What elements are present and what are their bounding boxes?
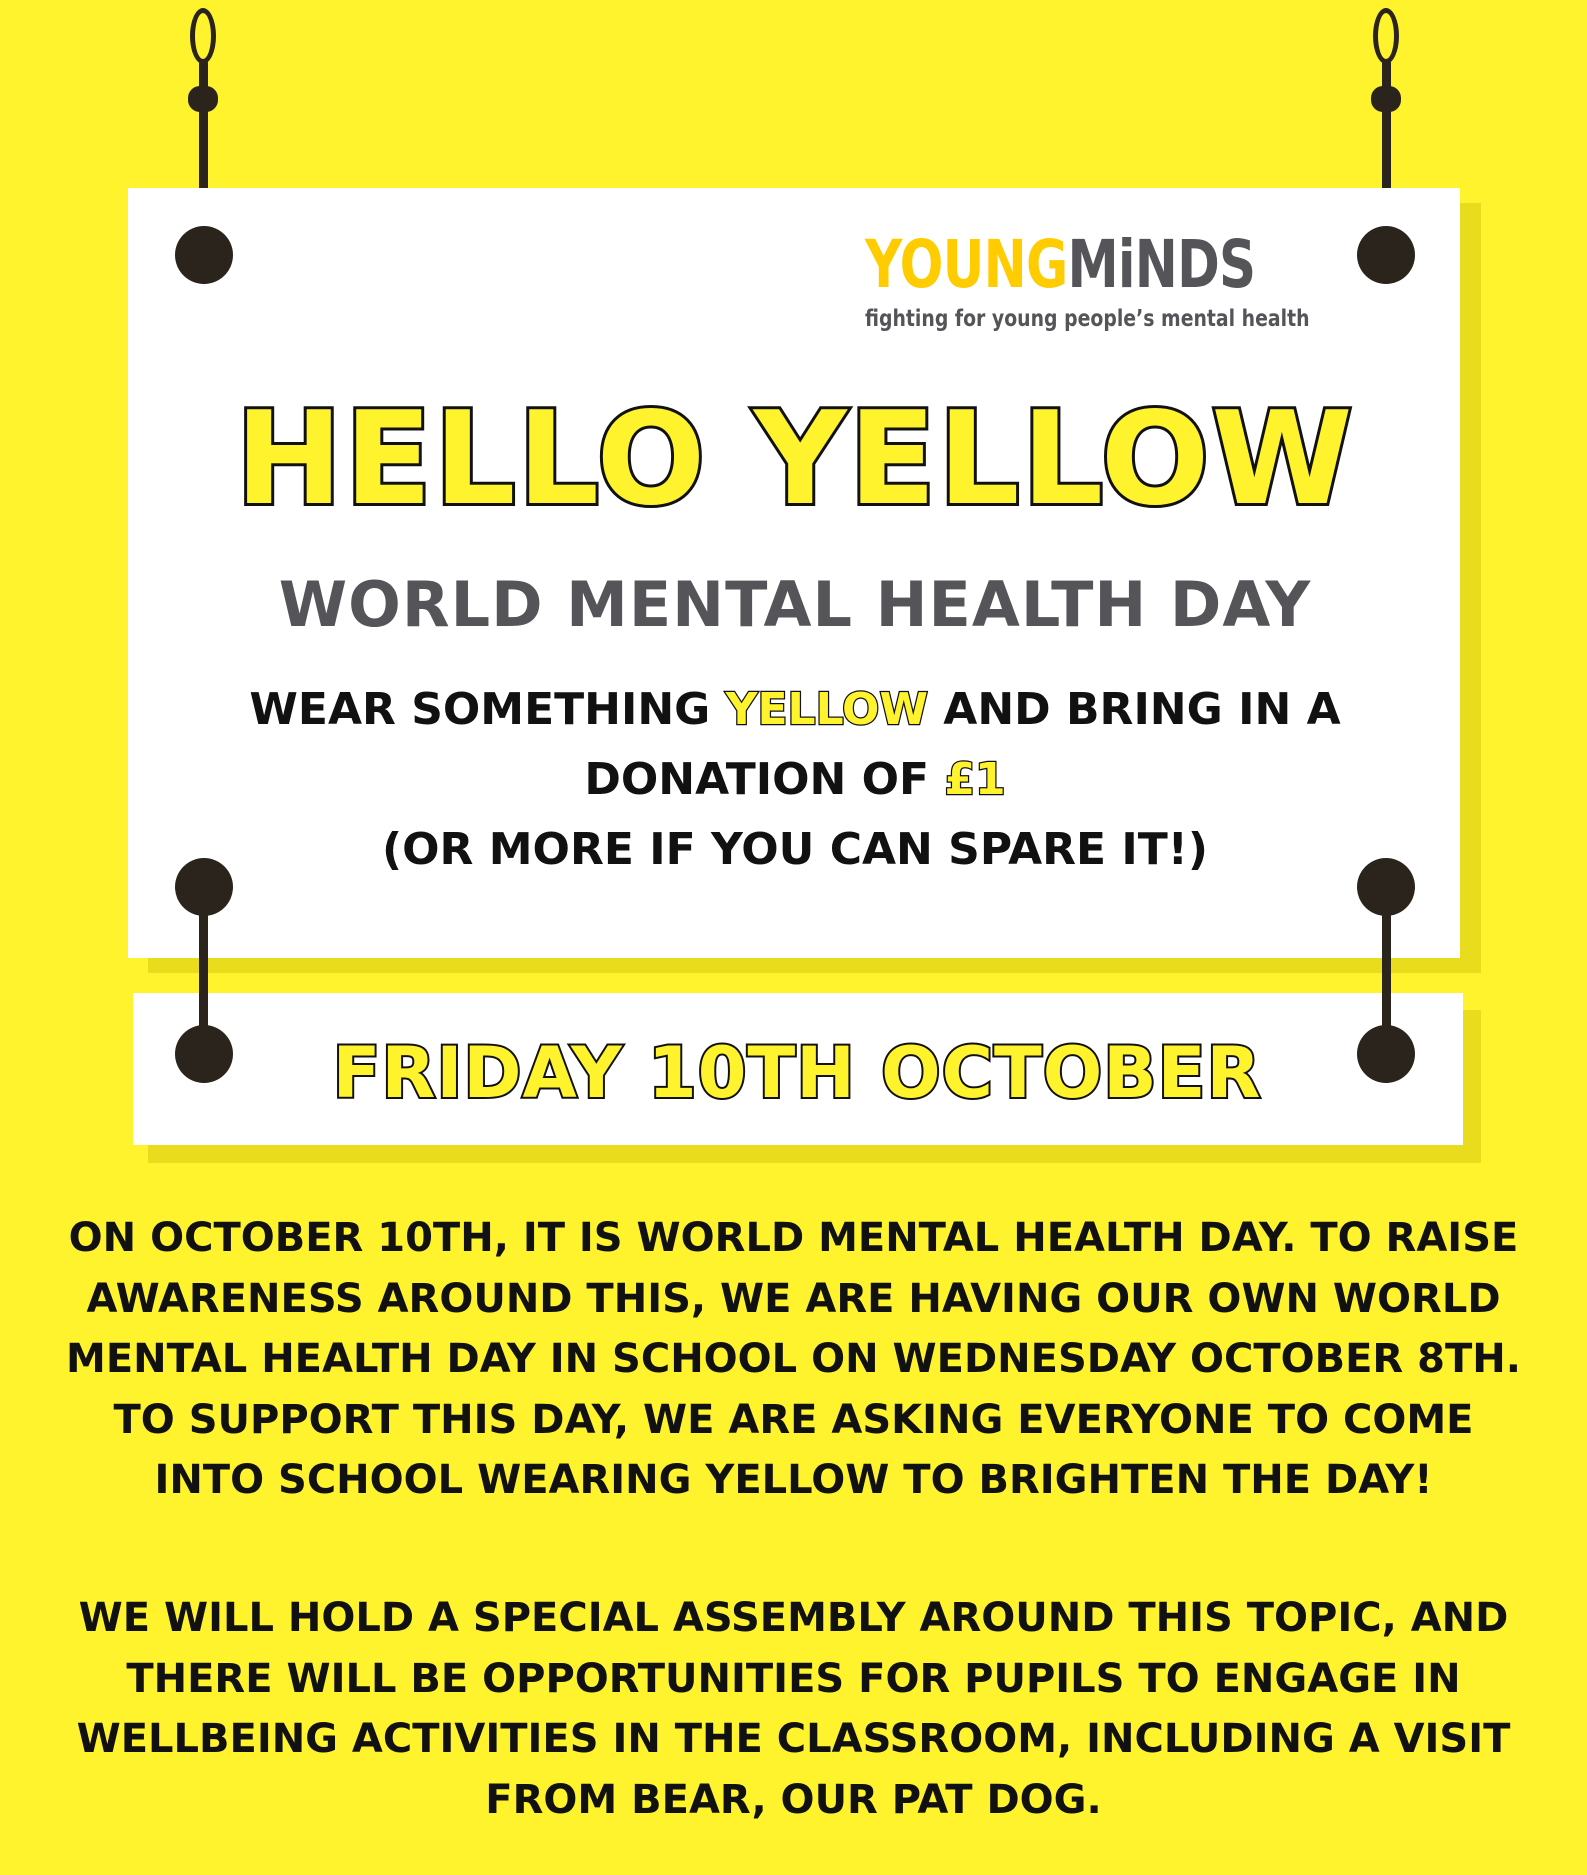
wear-text-3: DONATION OF [584,754,945,805]
paragraph-line: TO SUPPORT THIS DAY, WE ARE ASKING EVERYONE TO COME [113,1396,1474,1443]
wear-highlight-yellow: YELLOW [725,684,928,735]
wear-text-2: AND BRING IN A [927,684,1341,735]
peg-top-left [175,226,233,284]
logo-wordmark [864,226,1288,303]
wear-highlight-amount: £1 [944,754,1006,805]
paragraph-line: WE WILL HOLD A SPECIAL ASSEMBLY AROUND THIS TOPIC, AND [78,1595,1509,1641]
rope-loop-right [1373,8,1399,64]
logo-minds: MiNDS [1067,226,1256,303]
logo-tagline: fighting for young people’s mental health [864,306,1310,332]
paragraph-line: WELLBEING ACTIVITIES IN THE CLASSROOM, INCLUDING A VISIT [76,1716,1511,1762]
youngminds-logo [864,226,1407,332]
paragraph-line: MENTAL HEALTH DAY IN SCHOOL ON WEDNESDAY OCTOBER 8TH. [66,1336,1521,1382]
event-date: FRIDAY 10TH OCTOBER [332,1032,1262,1114]
logo-young: YOUNG [864,226,1068,303]
wear-line-3: (OR MORE IF YOU CAN SPARE IT!) [382,824,1208,875]
wear-instructions [150,675,1440,885]
wear-line-2 [150,745,1440,815]
paragraph-1 [30,1208,1557,1511]
paragraph-line: INTO SCHOOL WEARING YELLOW TO BRIGHTEN THE DAY! [154,1457,1433,1503]
rope-loop-left [190,8,216,64]
page-subtitle: WORLD MENTAL HEALTH DAY [278,568,1312,641]
paragraph-line: FROM BEAR, OUR PAT DOG. [485,1776,1102,1823]
rope-knot-left [188,86,218,112]
wear-text-1: WEAR SOMETHING [249,684,726,735]
paragraph-line: THERE WILL BE OPPORTUNITIES FOR PUPILS TO ENGAGE IN [126,1655,1461,1702]
paragraph-line: ON OCTOBER 10TH, IT IS WORLD MENTAL HEALTH DAY. TO RAISE [68,1215,1519,1261]
rope-knot-right [1371,86,1401,112]
paragraph-2 [30,1588,1557,1830]
page-title: HELLO YELLOW [235,385,1355,534]
paragraph-line: AWARENESS AROUND THIS, WE ARE HAVING OUR OWN WORLD [86,1275,1501,1322]
wear-line-1 [150,675,1440,745]
